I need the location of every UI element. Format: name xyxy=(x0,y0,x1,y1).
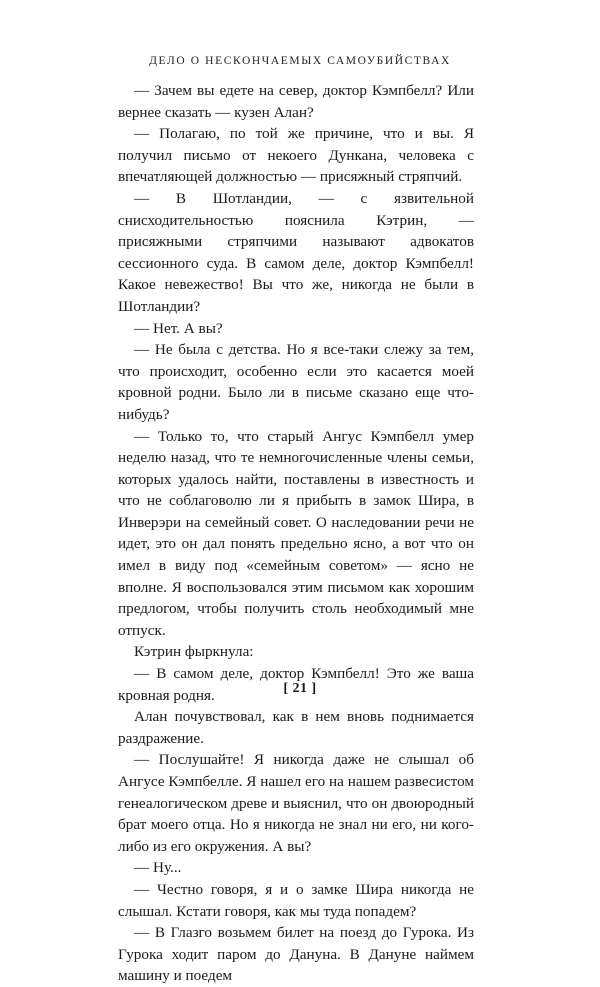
paragraph: — Нет. А вы? xyxy=(134,319,223,337)
page-number: [ 21 ] xyxy=(283,681,317,696)
paragraph: — Полагаю, по той же причине, что и вы. Я получил письмо от некоего Дункана, человека с впечатляющей должностью — присяжный стряпчий. xyxy=(118,125,474,186)
paragraph: — В Шотландии, — с язвительной снисходительностью пояснила Кэтрин, — присяжными стряпчими называют адвокатов сессионного суда. В самом деле, доктор Кэмпбелл! Какое невежество! Вы что же, никогда не были в Шотландии? xyxy=(118,189,474,315)
paragraph: — Послушайте! Я никогда даже не слышал об Ангусе Кэмпбелле. Я нашел его на нашем развесистом генеалогическом древе и выяснил, что он двоюродный брат моего отца. Но я никогда не знал ни его, ни кого-либо из его окружения. А вы? xyxy=(118,751,474,855)
paragraph: — Ну... xyxy=(134,859,182,877)
paragraph: Алан почувствовал, как в нем вновь поднимается раздражение. xyxy=(118,708,474,747)
running-header: ДЕЛО О НЕСКОНЧАЕМЫХ САМОУБИЙСТВАХ xyxy=(149,55,451,67)
paragraph: Кэтрин фыркнула: xyxy=(134,643,254,661)
paragraph: — Не была с детства. Но я все-таки слежу за тем, что происходит, особенно если это касается моей кровной родни. Было ли в письме сказано еще что-нибудь? xyxy=(118,341,474,423)
body-text xyxy=(118,80,474,987)
paragraph: — В Глазго возьмем билет на поезд до Гурока. Из Гурока ходит паром до Дануна. В Дануне наймем машину и поедем xyxy=(118,924,474,985)
paragraph: — Честно говоря, я и о замке Шира никогда не слышал. Кстати говоря, как мы туда попадем? xyxy=(118,880,474,920)
paragraph: — В самом деле, доктор Кэмпбелл! Это же ваша кровная родня. xyxy=(118,665,474,704)
paragraph: — Зачем вы едете на север, доктор Кэмпбелл? Или вернее сказать — кузен Алан? xyxy=(118,82,474,121)
paragraph: — Только то, что старый Ангус Кэмпбелл умер неделю назад, что те немногочисленные члены семьи, которых удалось найти, поставлены в известность и что не соблаговолю ли я прибыть в замок Шира, в Инверэри на семейный совет. О наследовании речи не идет, это он дал понять предельно ясно, а вот что он имел в виду под «семейным советом» — ясно не вполне. Я воспользовался этим письмом как хорошим предлогом, чтобы получить столь необходимый мне отпуск. xyxy=(118,427,474,639)
